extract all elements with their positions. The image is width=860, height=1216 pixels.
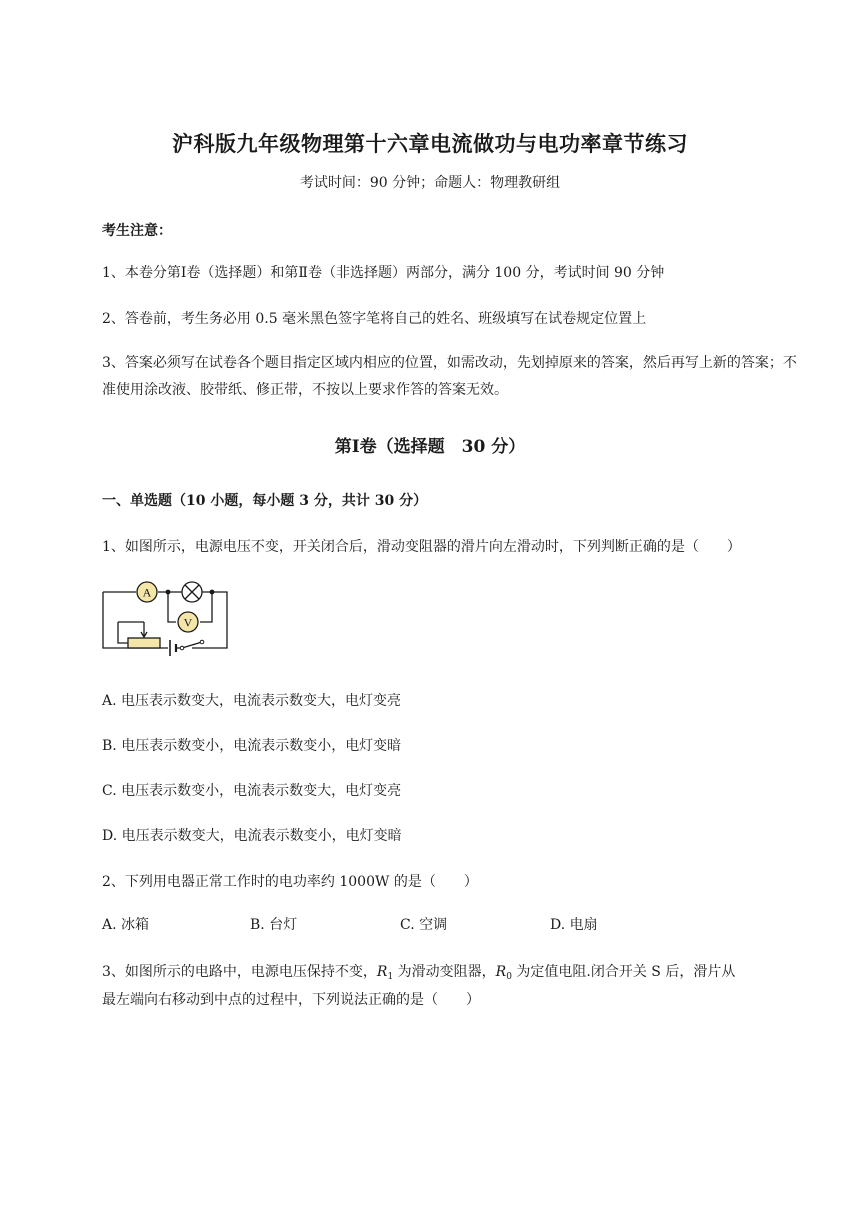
question-1-option-c: C. 电压表示数变小，电流表示数变大，电灯变亮 — [102, 783, 402, 799]
question-1-stem: 1、如图所示，电源电压不变，开关闭合后，滑动变阻器的滑片向左滑动时，下列判断正确的是（ ） — [102, 539, 741, 555]
notice-item-1: 1、本卷分第Ⅰ卷（选择题）和第Ⅱ卷（非选择题）两部分，满分 100 分，考试时间 90 分钟 — [102, 265, 665, 281]
question-2-option-a: A. 冰箱 — [102, 917, 150, 933]
question-1-option-d: D. 电压表示数变大，电流表示数变小，电灯变暗 — [102, 828, 402, 844]
question-1-circuit-diagram — [100, 580, 240, 660]
part-heading: 一、单选题（10 小题，每小题 3 分，共计 30 分） — [102, 493, 428, 509]
notice-heading: 考生注意： — [102, 223, 172, 239]
voltmeter-label: V — [183, 615, 193, 630]
question-2-option-d: D. 电扇 — [550, 917, 598, 933]
exam-title: 沪科版九年级物理第十六章电流做功与电功率章节练习 — [172, 131, 688, 156]
question-3-stem: 3、如图所示的电路中，电源电压保持不变，$R_1$ 为滑动变阻器，$R_0$ 为定值电阻.闭合开关 S 后，滑片从 — [102, 964, 736, 982]
question-1-option-a: A. 电压表示数变大，电流表示数变大，电灯变亮 — [102, 693, 402, 709]
ammeter-label: A — [142, 585, 152, 600]
notice-item-3: 3、答案必须写在试卷各个题目指定区域内相应的位置，如需改动，先划掉原来的答案，然后再写上新的答案；不准使用涂改液、胶带纸、修正带，不按以上要求作答的答案无效。 — [102, 355, 797, 398]
question-1-option-b: B. 电压表示数变小，电流表示数变小，电灯变暗 — [102, 738, 402, 754]
section-title: 第Ⅰ卷（选择题 30 分） — [334, 437, 526, 457]
question-3-stem-line-2: 最左端向右移动到中点的过程中，下列说法正确的是（ ） — [102, 992, 480, 1008]
question-2-option-c: C. 空调 — [400, 917, 448, 933]
exam-subtitle: 考试时间：90 分钟；命题人：物理教研组 — [299, 175, 561, 191]
notice-item-2: 2、答卷前，考生务必用 0.5 毫米黑色签字笔将自己的姓名、班级填写在试卷规定位置上 — [102, 311, 647, 327]
question-2-stem: 2、下列用电器正常工作时的电功率约 1000W 的是（ ） — [102, 874, 478, 890]
question-2-option-b: B. 台灯 — [250, 917, 298, 933]
